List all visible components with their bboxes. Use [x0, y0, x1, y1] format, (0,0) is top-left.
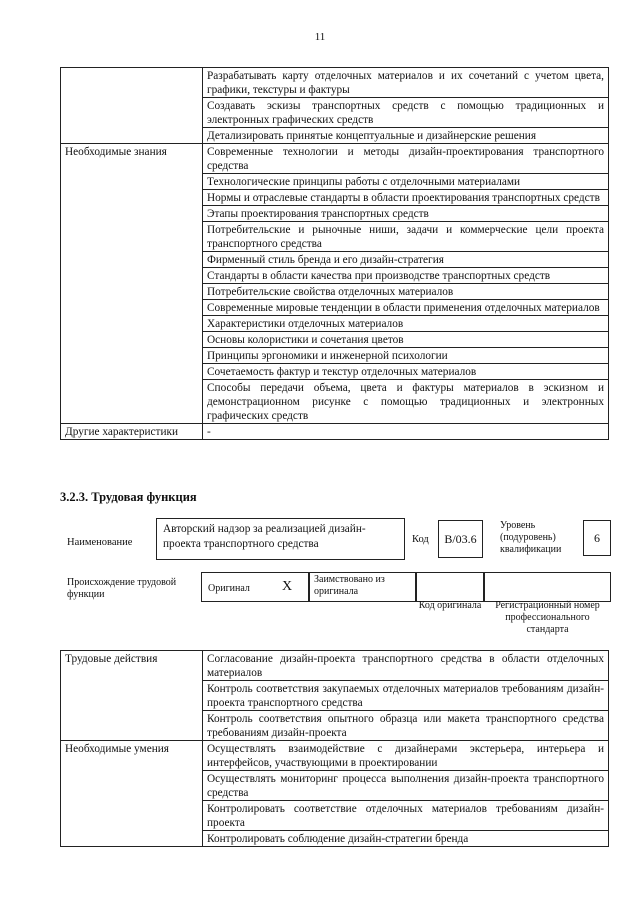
table-cell: Согласование дизайн-проекта транспортного средства в области отделочных материалов: [203, 651, 609, 681]
table-cell: Современные технологии и методы дизайн-проектирования транспортного средства: [203, 144, 609, 174]
table-cell: -: [203, 424, 609, 440]
section-heading: 3.2.3. Трудовая функция: [60, 490, 197, 504]
code-box: B/03.6: [438, 520, 483, 558]
table-row: [61, 651, 609, 681]
table-cell: Контроль соответствия закупаемых отделочных материалов требованиям дизайн-проекта транспортного средства: [203, 681, 609, 711]
row-label-other: Другие характеристики: [61, 424, 203, 440]
table-cell: Потребительские свойства отделочных материалов: [203, 284, 609, 300]
table-row: [61, 68, 609, 98]
original-box: [201, 572, 309, 602]
table-cell: Основы колористики и сочетания цветов: [203, 332, 609, 348]
table-cell: Потребительские и рыночные ниши, задачи и коммерческие цели проекта транспортного средства: [203, 222, 609, 252]
table-cell: Сочетаемость фактур и текстур отделочных материалов: [203, 364, 609, 380]
table-row: [61, 424, 609, 440]
level-label: Уровень (подуровень) квалификации: [500, 520, 562, 555]
original-checkmark: X: [282, 579, 293, 594]
origin-label: Происхождение трудовой функции: [67, 577, 177, 600]
actions-table: [60, 650, 609, 847]
name-label: Наименование: [67, 537, 133, 548]
reg-number-box: [484, 572, 611, 602]
level-box: 6: [583, 520, 611, 556]
table-cell: Контроль соответствия опытного образца или макета транспортного средства требованиям дизайн-проекта: [203, 711, 609, 741]
function-name-box: Авторский надзор за реализацией дизайн-проекта транспортного средства: [156, 518, 405, 560]
table-cell: Фирменный стиль бренда и его дизайн-стратегия: [203, 252, 609, 268]
table-cell: Стандарты в области качества при производстве транспортных средств: [203, 268, 609, 284]
table-cell: Принципы эргономики и инженерной психологии: [203, 348, 609, 364]
table-cell: Создавать эскизы транспортных средств с помощью традиционных и электронных графических средств: [203, 98, 609, 128]
borrowed-box: [309, 572, 416, 602]
table-cell: Технологические принципы работы с отделочными материалами: [203, 174, 609, 190]
table-cell: Осуществлять мониторинг процесса выполнения дизайн-проекта транспортного средства: [203, 771, 609, 801]
row-label: [61, 68, 203, 144]
table-cell: Контролировать соблюдение дизайн-стратегии бренда: [203, 831, 609, 847]
table-row: [61, 741, 609, 771]
table-cell: Способы передачи объема, цвета и фактуры материалов в эскизном и демонстрационном рисунке с помощью традиционных и электронных графических средств: [203, 380, 609, 424]
table-cell: Детализировать принятые концептуальные и дизайнерские решения: [203, 128, 609, 144]
table-cell: Нормы и отраслевые стандарты в области проектирования транспортных средств: [203, 190, 609, 206]
borrowed-label: Заимствовано из оригинала: [314, 574, 385, 597]
row-label-actions: Трудовые действия: [61, 651, 203, 741]
table-cell: Характеристики отделочных материалов: [203, 316, 609, 332]
table-cell: Современные мировые тенденции в области применения отделочных материалов: [203, 300, 609, 316]
page-number: 11: [314, 31, 326, 43]
row-label-knowledge: Необходимые знания: [61, 144, 203, 424]
code-label: Код: [412, 534, 429, 545]
reg-number-label: Регистрационный номер профессионального стандарта: [495, 600, 600, 635]
original-label: Оригинал: [208, 583, 250, 594]
table-row: [61, 144, 609, 174]
code-original-box: [416, 572, 484, 602]
table-cell: Разрабатывать карту отделочных материалов и их сочетаний с учетом цвета, графики, текстуры и фактуры: [203, 68, 609, 98]
table-cell: Контролировать соответствие отделочных материалов требованиям дизайн-проекта: [203, 801, 609, 831]
code-original-label: Код оригинала: [418, 600, 482, 611]
table-cell: Этапы проектирования транспортных средств: [203, 206, 609, 222]
row-label-skills: Необходимые умения: [61, 741, 203, 847]
knowledge-table: [60, 67, 609, 440]
table-cell: Осуществлять взаимодействие с дизайнерами экстерьера, интерьера и интерфейсов, участвующими в проектировании: [203, 741, 609, 771]
